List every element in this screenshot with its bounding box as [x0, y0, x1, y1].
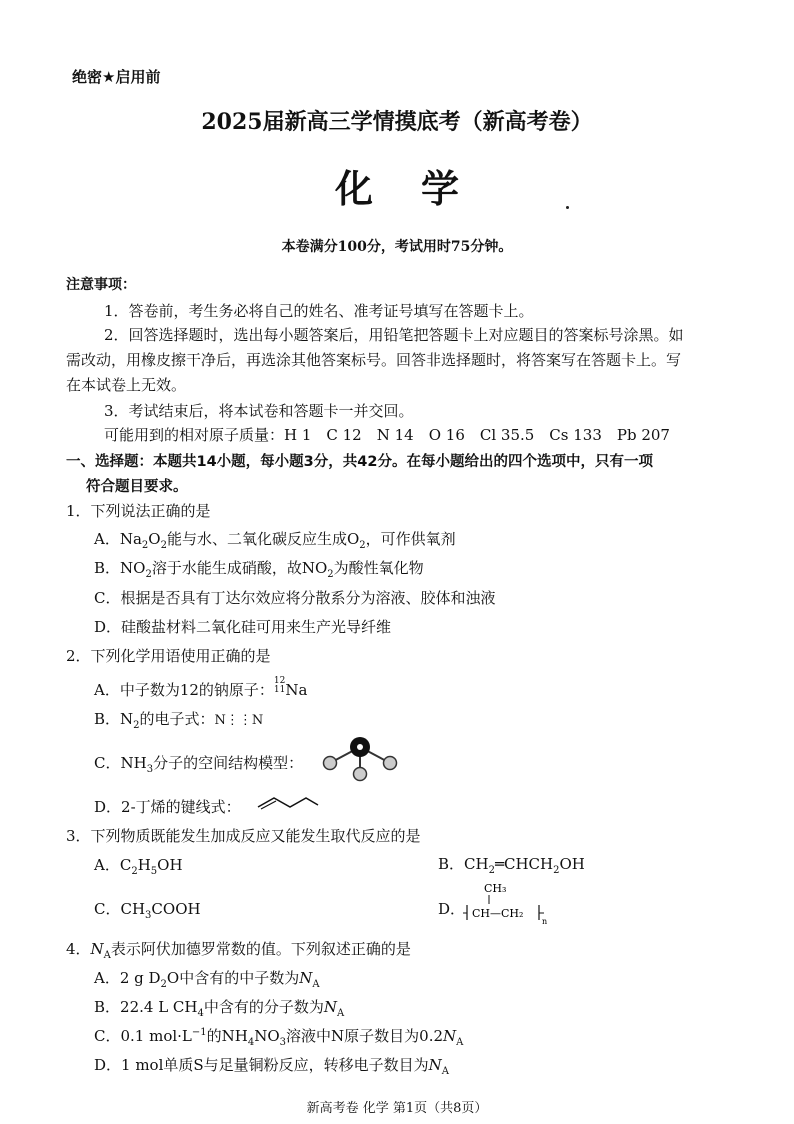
q3-stem: 3．下列物质既能发生加成反应又能发生取代反应的是	[66, 827, 421, 845]
q1-option-c: C．根据是否具有丁达尔效应将分散系分为溶液、胶体和浊液	[94, 589, 496, 607]
confidential-mark: 绝密★启用前	[72, 68, 161, 86]
poly-methyl-label: CH₃	[484, 882, 507, 895]
note-item-1: 1．答卷前，考生务必将自己的姓名、准考证号填写在答题卡上。	[104, 302, 534, 320]
note-item-2-line-3: 在本试卷上无效。	[66, 376, 187, 394]
note-item-2-line-1: 2．回答选择题时，选出每小题答案后，用铅笔把答题卡上对应题目的答案标号涂黑。如	[104, 326, 684, 344]
subject-title: 化学	[334, 166, 507, 211]
q3-option-d-label: D．	[438, 900, 466, 918]
q3-option-a: A．$C_2H_5OH$	[94, 856, 183, 877]
q3-option-b: B．$CH_2═CHCH_2OH$	[438, 855, 585, 876]
page-footer: 新高考卷 化学 第1页（共8页）	[306, 1101, 488, 1116]
score-note: 本卷满分100分，考试用时75分钟。	[281, 239, 513, 255]
polypropylene-structure	[462, 880, 552, 928]
nh3-ball-model-image	[318, 735, 402, 783]
q3-option-c: C．$CH_3COOH$	[94, 900, 201, 921]
q4-option-d: D．1 mol单质S与足量铜粉反应，转移电子数目为$N_A$	[94, 1056, 450, 1077]
exam-title: 2025届新高三学情摸底考（新高考卷）	[201, 109, 593, 135]
poly-n-label: n	[542, 917, 548, 926]
stray-dot	[566, 206, 569, 209]
q4-stem: 4．$N_A$表示阿伏加德罗常数的值。下列叙述正确的是	[66, 940, 411, 961]
q1-option-a: A．$Na_2O_2$能与水、二氧化碳反应生成$O_2$，可作供氧剂	[94, 530, 456, 551]
2-butene-skeletal-formula	[256, 793, 320, 811]
q4-option-a: A．2 g $D_2O$中含有的中子数为$N_A$	[94, 969, 320, 990]
q2-stem: 2．下列化学用语使用正确的是	[66, 647, 271, 665]
q2-option-d: D．2-丁烯的键线式：	[94, 798, 241, 816]
poly-chain-label: CH—CH₂	[472, 907, 524, 920]
q1-option-d: D．硅酸盐材料二氧化硅可用来生产光导纤维	[94, 618, 392, 636]
q1-stem: 1．下列说法正确的是	[66, 502, 211, 520]
nuclide-numbers: 12 11	[273, 676, 286, 695]
notes-heading: 注意事项：	[66, 277, 136, 293]
note-item-3: 3．考试结束后，将本试卷和答题卡一并交回。	[104, 402, 414, 420]
atomic-mass-line: 可能用到的相对原子质量：H 1 C 12 N 14 O 16 Cl 35.5 Cs 133 Pb 207	[104, 426, 670, 444]
q2-option-a: A．中子数为12的钠原子：12 11Na	[94, 676, 308, 699]
note-item-2-line-2: 需改动，用橡皮擦干净后，再选涂其他答案标号。回答非选择题时，将答案写在答题卡上。写	[66, 351, 682, 369]
q2-option-b: B．$N_2$的电子式：N⋮⋮N	[94, 710, 264, 731]
q4-option-b: B．22.4 L $CH_4$中含有的分子数为$N_A$	[94, 998, 345, 1019]
q4-option-c: C．0.1 $mol\cdot L^{-1}$的$NH_4NO_3$溶液中N原子数目为$0.2N_A$	[94, 1027, 464, 1048]
q2-option-c: C．$NH_3$分子的空间结构模型：	[94, 754, 304, 775]
section-heading-line-2: 符合题目要求。	[86, 479, 188, 495]
section-heading-line-1: 一、选择题：本题共14小题，每小题3分，共42分。在每小题给出的四个选项中，只有一项	[66, 454, 653, 470]
q1-option-b: B．$NO_2$溶于水能生成硝酸，故$NO_2$为酸性氧化物	[94, 559, 424, 580]
